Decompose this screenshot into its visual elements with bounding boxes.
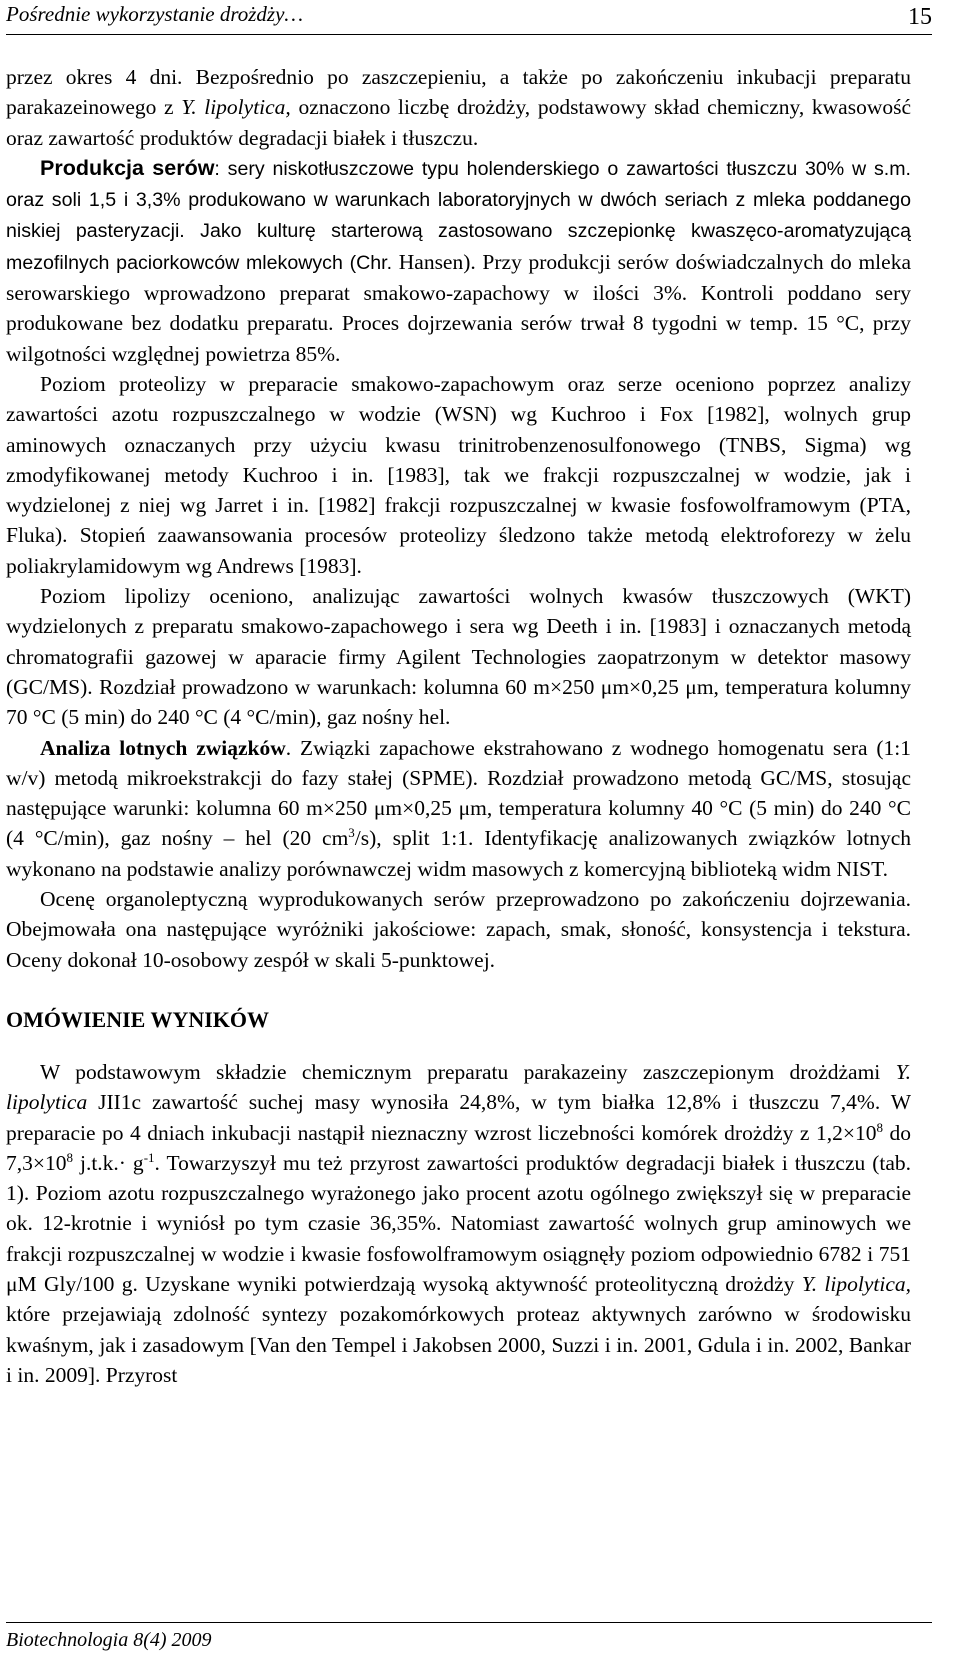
running-title: Pośrednie wykorzystanie drożdży… <box>6 2 304 26</box>
article-body <box>6 62 911 1390</box>
journal-footer: Biotechnologia 8(4) 2009 <box>6 1622 932 1652</box>
paragraph-lipolysis: Poziom lipolizy oceniono, analizując zawartości wolnych kwasów tłuszczowych (WKT) wydzielonych z preparatu smakowo-zapachowego i sera wg Deeth i in. [1983] i oznaczanych metodą chromatografii gazowej w aparacie firmy Agilent Technologies zaopatrzonym w detektor masowy (GC/MS). Rozdział prowadzono w warunkach: kolumna 60 m×250 μm×0,25 μm, temperatura kolumny 70 °C (5 min) do 240 °C (4 °C/min), gaz nośny hel. <box>6 584 911 730</box>
subheading-cheese-production: Produkcja serów <box>40 155 215 180</box>
paragraph-sensory: Ocenę organoleptyczną wyprodukowanych serów przeprowadzono po zakończeniu dojrzewania. Obejmowała ona następujące wyróżniki jakościowe: zapach, smak, słoność, konsystencja i tekstura. Oceny dokonał 10-osobowy zespół w skali 5-punktowej. <box>6 887 911 972</box>
species-name: Y. lipolytica, <box>181 95 291 120</box>
running-header <box>6 0 932 35</box>
subheading-volatile-analysis: Analiza lotnych związków <box>40 735 286 760</box>
species-name: Y. lipolytica <box>6 1059 911 1115</box>
section-heading: OMÓWIENIE WYNIKÓW <box>6 1006 270 1032</box>
paragraph-cheese-production: Produkcja serów: sery niskotłuszczowe typu holenderskiego o zawartości tłuszczu 30% w s.m. oraz soli 1,5 i 3,3% produkowano w warunkach laboratoryjnych w dwóch seriach z mleka poddanego niskiej pasteryzacji. Jako kulturę starterową zastosowano szczepionkę kwaszęco-aromatyzującą mezofilnych paciorkowców mlekowych (Chr. Hansen). Przy produkcji serów doświadczalnych do mleka serowarskiego wprowadzono preparat smakowo-zapachowy w ilości 3%. Kontroli poddano sery produkowane bez dodatku preparatu. Proces dojrzewania serów trwał 8 tygodni w temp. 15 °C, przy wilgotności względnej powietrza 85%. <box>6 155 911 366</box>
paragraph-volatile-analysis: Analiza lotnych związków. Związki zapachowe ekstrahowano z wodnego homogenatu sera (1:1 w/v) metodą mikroekstrakcji do fazy stałej (SPME). Rozdział prowadzono metodą GC/MS, stosując następujące warunki: kolumna 60 m×250 μm×0,25 μm, temperatura kolumny 40 °C (5 min) do 240 °C (4 °C/min), gaz nośny – hel (20 $cm^3/s$), split 1:1. Identyfikację analizowanych związków lotnych wykonano na podstawie analizy porównawczej widm masowych z komercyjną biblioteką widm NIST. <box>6 735 911 881</box>
paragraph-results: W podstawowym składzie chemicznym preparatu parakazeiny zaszczepionym drożdżami Y. lipolytica JII1c zawartość suchej masy wynosiła 24,8%, w tym białka 12,8% i tłuszczu 7,4%. W preparacie po 4 dniach inkubacji nastąpił nieznaczny wzrost liczebności komórek drożdży z $1,2\times 10^8$ do $7,3\times 10^8$ $j.t.k.\cdot g^{-1}$. Towarzyszył mu też przyrost zawartości produktów degradacji białek i tłuszczu (tab. 1). Poziom azotu rozpuszczalnego wyrażonego jako procent azotu ogólnego zwiększył się w preparacie ok. 12-krotnie i wyniósł po tym czasie 36,35%. Natomiast zawartość wolnych grup aminowych we frakcji rozpuszczalnej w wodzie i kwasie fosfowolframowym osiągnęły poziom odpowiednio 6782 i 751 μM Gly/100 g. Uzyskane wyniki potwierdzają wysoką aktywność proteolityczną drożdży Y. lipolytica, które przejawiają zdolność syntezy pozakomórkowych proteaz aktywnych zarówno w środowisku kwaśnym, jak i zasadowym [Van den Tempel i Jakobsen 2000, Suzzi i in. 2001, Gdula i in. 2002, Bankar i in. 2009]. Przyrost <box>6 1059 912 1387</box>
species-name: Y. lipolytica, <box>801 1271 911 1296</box>
paragraph-methods-inoculation: przez okres 4 dni. Bezpośrednio po zaszczepieniu, a także po zakończeniu inkubacji preparatu parakazeinowego z Y. lipolytica, oznaczono liczbę drożdży, podstawowy skład chemiczny, kwasowość oraz zawartość produktów degradacji białek i tłuszczu. <box>6 65 912 150</box>
page-number: 15 <box>908 4 932 30</box>
paragraph-proteolysis: Poziom proteolizy w preparacie smakowo-zapachowym oraz serze oceniono poprzez analizy zawartości azotu rozpuszczalnego w wodzie (WSN) wg Kuchroo i Fox [1982], wolnych grup aminowych oznaczanych przy użyciu kwasu trinitrobenzenosulfonowego (TNBS, Sigma) wg zmodyfikowanej metody Kuchroo i in. [1983], tak we frakcji rozpuszczalnej w wodzie, jak i wydzielonej z niej wg Jarret i in. [1982] frakcji rozpuszczalnej w kwasie fosfowolframowym (PTA, Fluka). Stopień zaawansowania procesów proteolizy śledzono także metodą elektroforezy w żelu poliakrylamidowym wg Andrews [1983]. <box>6 371 911 578</box>
